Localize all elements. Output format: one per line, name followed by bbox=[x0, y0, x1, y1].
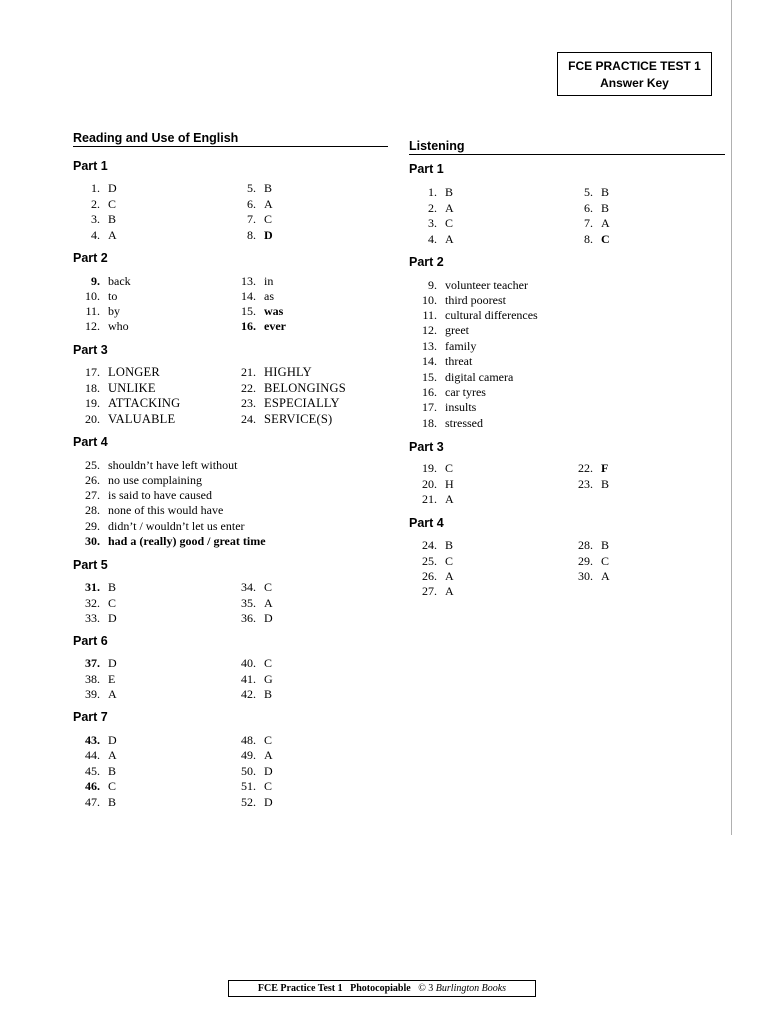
answer-text: by bbox=[108, 304, 120, 318]
answer-text: B bbox=[601, 185, 610, 199]
answer-text: had a (really) good / great time bbox=[108, 534, 266, 548]
answer-number: 25. bbox=[85, 458, 100, 472]
footer-photocopiable: Photocopiable bbox=[350, 983, 411, 994]
answer-number: 52. bbox=[241, 795, 256, 809]
answer-text: UNLIKE bbox=[108, 381, 156, 395]
answer-number: 32. bbox=[85, 596, 100, 610]
answer-text: third poorest bbox=[445, 293, 506, 307]
answer-text: didn’t / wouldn’t let us enter bbox=[108, 519, 245, 533]
footer-test-name: FCE Practice Test 1 bbox=[257, 983, 343, 994]
answer-number: 27. bbox=[422, 584, 437, 598]
answer-number: 36. bbox=[241, 611, 256, 625]
answer-number: 15. bbox=[422, 370, 437, 384]
answer-text: B bbox=[264, 181, 273, 195]
answer-number: 9. bbox=[428, 278, 437, 292]
answer-text: was bbox=[264, 304, 284, 318]
answer-number: 4. bbox=[428, 232, 437, 246]
answer-text: H bbox=[445, 477, 454, 491]
answer-text: A bbox=[445, 584, 454, 598]
reading-part5-title: Part 5 bbox=[73, 558, 108, 572]
answer-text: stressed bbox=[445, 416, 483, 430]
answer-text: A bbox=[601, 216, 610, 230]
answer-text: G bbox=[264, 672, 273, 686]
answer-text: A bbox=[108, 687, 117, 701]
answer-text: C bbox=[601, 232, 610, 246]
answer-number: 17. bbox=[422, 400, 437, 414]
answer-text: B bbox=[108, 580, 117, 594]
answer-text: F bbox=[601, 461, 609, 475]
answer-number: 41. bbox=[241, 672, 256, 686]
answer-text: E bbox=[108, 672, 116, 686]
answer-key-subtitle: Answer Key bbox=[600, 76, 669, 90]
answer-text: A bbox=[108, 228, 117, 242]
answer-number: 23. bbox=[578, 477, 593, 491]
listening-part4-title: Part 4 bbox=[409, 516, 444, 530]
answer-text: VALUABLE bbox=[108, 412, 176, 426]
answer-text: C bbox=[445, 554, 454, 568]
answer-text: A bbox=[445, 492, 454, 506]
answer-number: 6. bbox=[247, 197, 256, 211]
answer-text: A bbox=[264, 596, 273, 610]
answer-number: 30. bbox=[578, 569, 593, 583]
answer-text: to bbox=[108, 289, 118, 303]
listening-part1-title: Part 1 bbox=[409, 162, 444, 176]
answer-number: 1. bbox=[428, 185, 437, 199]
answer-number: 20. bbox=[85, 412, 100, 426]
answer-text: insults bbox=[445, 400, 477, 414]
answer-text: B bbox=[445, 185, 454, 199]
answer-text: ever bbox=[264, 319, 286, 333]
answer-number: 30. bbox=[85, 534, 100, 548]
answer-number: 40. bbox=[241, 656, 256, 670]
answer-number: 9. bbox=[91, 274, 100, 288]
answer-text: A bbox=[601, 569, 610, 583]
answer-text: D bbox=[264, 764, 273, 778]
answer-text: BELONGINGS bbox=[264, 381, 346, 395]
answer-number: 5. bbox=[247, 181, 256, 195]
answer-number: 39. bbox=[85, 687, 100, 701]
answer-number: 49. bbox=[241, 748, 256, 762]
reading-part2-title: Part 2 bbox=[73, 251, 108, 265]
answer-text: B bbox=[445, 538, 454, 552]
answer-number: 14. bbox=[241, 289, 256, 303]
answer-text: C bbox=[445, 461, 454, 475]
answer-text: D bbox=[108, 611, 117, 625]
answer-number: 11. bbox=[422, 308, 437, 322]
answer-number: 42. bbox=[241, 687, 256, 701]
answer-number: 45. bbox=[85, 764, 100, 778]
answer-number: 12. bbox=[85, 319, 100, 333]
answer-text: ATTACKING bbox=[108, 396, 181, 410]
answer-number: 12. bbox=[422, 323, 437, 337]
answer-text: B bbox=[108, 764, 117, 778]
answer-number: 19. bbox=[85, 396, 100, 410]
reading-part7-title: Part 7 bbox=[73, 710, 108, 724]
answer-text: threat bbox=[445, 354, 473, 368]
answer-text: cultural differences bbox=[445, 308, 538, 322]
answer-number: 13. bbox=[241, 274, 256, 288]
answer-number: 2. bbox=[428, 201, 437, 215]
answer-number: 28. bbox=[578, 538, 593, 552]
answer-number: 18. bbox=[85, 381, 100, 395]
answer-number: 28. bbox=[85, 503, 100, 517]
answer-number: 8. bbox=[584, 232, 593, 246]
title-box bbox=[557, 52, 712, 96]
answer-number: 47. bbox=[85, 795, 100, 809]
answer-number: 44. bbox=[85, 748, 100, 762]
answer-number: 17. bbox=[85, 365, 100, 379]
reading-heading: Reading and Use of English bbox=[73, 131, 388, 147]
answer-number: 33. bbox=[85, 611, 100, 625]
listening-part3-title: Part 3 bbox=[409, 440, 444, 454]
answer-text: C bbox=[445, 216, 454, 230]
answer-text: B bbox=[108, 212, 117, 226]
test-title: FCE PRACTICE TEST 1 bbox=[568, 59, 701, 73]
reading-part3-title: Part 3 bbox=[73, 343, 108, 357]
answer-text: A bbox=[264, 748, 273, 762]
answer-text: C bbox=[108, 197, 117, 211]
answer-text: family bbox=[445, 339, 477, 353]
listening-part2-title: Part 2 bbox=[409, 255, 444, 269]
answer-text: A bbox=[445, 232, 454, 246]
answer-text: digital camera bbox=[445, 370, 514, 384]
answer-number: 27. bbox=[85, 488, 100, 502]
answer-text: D bbox=[108, 181, 117, 195]
answer-number: 14. bbox=[422, 354, 437, 368]
answer-text: C bbox=[108, 779, 117, 793]
answer-text: who bbox=[108, 319, 129, 333]
answer-text: SERVICE(S) bbox=[264, 412, 333, 426]
reading-part6-title: Part 6 bbox=[73, 634, 108, 648]
answer-text: C bbox=[264, 212, 273, 226]
answer-number: 51. bbox=[241, 779, 256, 793]
answer-number: 3. bbox=[428, 216, 437, 230]
answer-number: 16. bbox=[422, 385, 437, 399]
answer-text: HIGHLY bbox=[264, 365, 312, 379]
answer-text: back bbox=[108, 274, 131, 288]
answer-number: 13. bbox=[422, 339, 437, 353]
answer-text: in bbox=[264, 274, 274, 288]
answer-text: volunteer teacher bbox=[445, 278, 528, 292]
answer-number: 20. bbox=[422, 477, 437, 491]
answer-text: none of this would have bbox=[108, 503, 224, 517]
answer-text: B bbox=[108, 795, 117, 809]
answer-text: D bbox=[264, 611, 273, 625]
answer-text: D bbox=[264, 795, 273, 809]
page-edge-line bbox=[731, 0, 732, 835]
answer-text: ESPECIALLY bbox=[264, 396, 340, 410]
answer-text: C bbox=[601, 554, 610, 568]
answer-text: A bbox=[445, 201, 454, 215]
answer-number: 18. bbox=[422, 416, 437, 430]
answer-number: 7. bbox=[247, 212, 256, 226]
answer-text: C bbox=[264, 580, 273, 594]
answer-text: A bbox=[108, 748, 117, 762]
answer-number: 26. bbox=[85, 473, 100, 487]
answer-text: A bbox=[264, 197, 273, 211]
answer-number: 34. bbox=[241, 580, 256, 594]
answer-number: 4. bbox=[91, 228, 100, 242]
answer-number: 29. bbox=[85, 519, 100, 533]
reading-part4-title: Part 4 bbox=[73, 435, 108, 449]
answer-number: 22. bbox=[241, 381, 256, 395]
answer-number: 10. bbox=[422, 293, 437, 307]
answer-text: LONGER bbox=[108, 365, 160, 379]
answer-number: 23. bbox=[241, 396, 256, 410]
answer-text: D bbox=[264, 228, 273, 242]
answer-number: 29. bbox=[578, 554, 593, 568]
answer-number: 7. bbox=[584, 216, 593, 230]
answer-number: 24. bbox=[422, 538, 437, 552]
answer-number: 38. bbox=[85, 672, 100, 686]
answer-number: 8. bbox=[247, 228, 256, 242]
answer-number: 31. bbox=[85, 580, 100, 594]
answer-number: 2. bbox=[91, 197, 100, 211]
answer-text: B bbox=[601, 538, 610, 552]
answer-text: C bbox=[264, 733, 273, 747]
reading-part1-title: Part 1 bbox=[73, 159, 108, 173]
answer-text: car tyres bbox=[445, 385, 486, 399]
answer-number: 22. bbox=[578, 461, 593, 475]
answer-text: B bbox=[601, 477, 610, 491]
answer-number: 43. bbox=[85, 733, 100, 747]
answer-number: 16. bbox=[241, 319, 256, 333]
answer-number: 24. bbox=[241, 412, 256, 426]
answer-text: C bbox=[264, 779, 273, 793]
answer-number: 21. bbox=[241, 365, 256, 379]
answer-text: is said to have caused bbox=[108, 488, 212, 502]
answer-text: no use complaining bbox=[108, 473, 202, 487]
footer-copyright: © 3 bbox=[418, 983, 434, 994]
footer-publisher: Burlington Books bbox=[435, 983, 507, 994]
footer-box bbox=[228, 980, 536, 997]
answer-number: 37. bbox=[85, 656, 100, 670]
answer-number: 26. bbox=[422, 569, 437, 583]
answer-number: 10. bbox=[85, 289, 100, 303]
listening-heading: Listening bbox=[409, 139, 725, 155]
answer-number: 19. bbox=[422, 461, 437, 475]
answer-text: C bbox=[264, 656, 273, 670]
answer-number: 3. bbox=[91, 212, 100, 226]
answer-number: 46. bbox=[85, 779, 100, 793]
answer-number: 11. bbox=[85, 304, 100, 318]
answer-text: B bbox=[601, 201, 610, 215]
answer-text: C bbox=[108, 596, 117, 610]
answer-number: 21. bbox=[422, 492, 437, 506]
answer-number: 35. bbox=[241, 596, 256, 610]
answer-number: 48. bbox=[241, 733, 256, 747]
answer-text: greet bbox=[445, 323, 469, 337]
answer-number: 50. bbox=[241, 764, 256, 778]
answer-text: B bbox=[264, 687, 273, 701]
answer-text: A bbox=[445, 569, 454, 583]
answer-text: as bbox=[264, 289, 274, 303]
answer-number: 1. bbox=[91, 181, 100, 195]
answer-text: D bbox=[108, 656, 117, 670]
answer-text: shouldn’t have left without bbox=[108, 458, 238, 472]
answer-number: 25. bbox=[422, 554, 437, 568]
answer-text: D bbox=[108, 733, 117, 747]
answer-number: 6. bbox=[584, 201, 593, 215]
answer-number: 15. bbox=[241, 304, 256, 318]
answer-number: 5. bbox=[584, 185, 593, 199]
